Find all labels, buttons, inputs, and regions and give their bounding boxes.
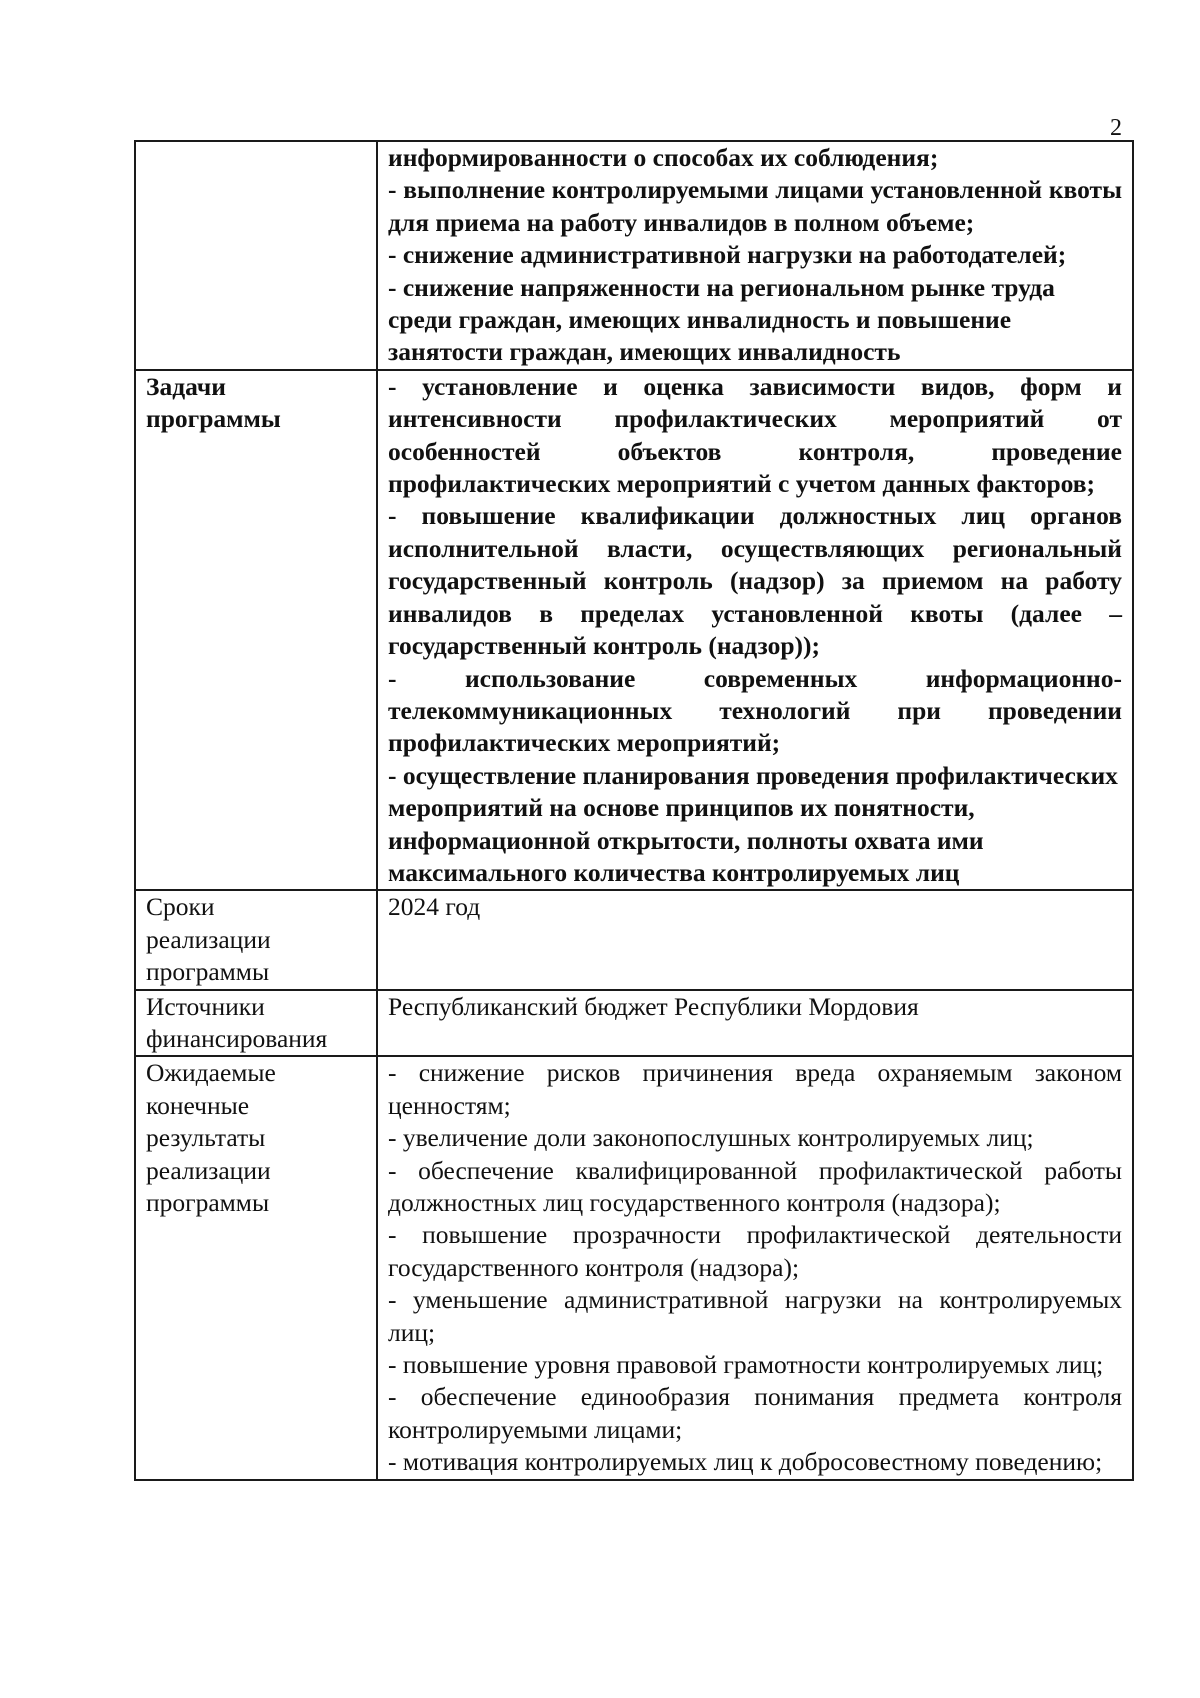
row-value-paragraph: - использование современных информационно-телекоммуникационных технологий при проведении профилактических мероприятий; [388, 663, 1122, 758]
row-label-cell [135, 890, 377, 989]
page-number: 2 [1110, 115, 1122, 141]
row-label-line: программы [146, 404, 281, 434]
row-value-paragraph: - повышение квалификации должностных лиц органов исполнительной власти, осуществляющих региональный государственный контроль (надзор) за приемом на работу инвалидов в пределах установленной квоты (далее – государственный контроль (надзор)); [388, 501, 1122, 661]
table-row [135, 890, 1133, 989]
row-label-line: Источники [146, 991, 265, 1021]
row-label-line: конечные [146, 1090, 250, 1120]
row-label-cell [135, 1056, 377, 1479]
row-label-line: Сроки [146, 892, 215, 922]
table-row [135, 990, 1133, 1057]
row-value-cell [377, 890, 1133, 989]
row-label-cell [135, 370, 377, 891]
table-row [135, 1056, 1133, 1479]
row-value-paragraph: - осуществление планирования проведения профилактических мероприятий на основе принципов их понятности, информационной открытости, полноты охвата ими максимального количества контролируемых лиц [388, 760, 1118, 887]
row-value-paragraph: 2024 год [388, 892, 481, 922]
row-label-line: реализации [146, 1155, 271, 1185]
row-label-line: результаты [146, 1123, 266, 1153]
row-value-paragraph: - снижение административной нагрузки на работодателей; [388, 240, 1067, 270]
row-label-line: финансирования [146, 1023, 328, 1053]
row-value-paragraph: информированности о способах их соблюдения; [388, 143, 939, 172]
row-value-paragraph: - снижение рисков причинения вреда охраняемым законом ценностям; [388, 1058, 1122, 1120]
row-value-paragraph: - обеспечение квалифицированной профилактической работы должностных лиц государственного контроля (надзора); [388, 1155, 1122, 1217]
row-label-line: программы [146, 1188, 270, 1217]
row-value-cell [377, 990, 1133, 1057]
row-value-paragraph: - снижение напряженности на региональном рынке труда среди граждан, имеющих инвалидность и повышение занятости граждан, имеющих инвалидность [388, 272, 1055, 367]
row-value-paragraph: - повышение прозрачности профилактической деятельности государственного контроля (надзора); [388, 1220, 1122, 1282]
table-row [135, 141, 1133, 370]
row-value-paragraph: - повышение уровня правовой грамотности контролируемых лиц; [388, 1350, 1104, 1380]
row-label-line: реализации [146, 924, 271, 954]
row-label-line: программы [146, 957, 270, 987]
row-value-paragraph: - выполнение контролируемыми лицами установленной квоты для приема на работу инвалидов в полном объеме; [388, 175, 1122, 237]
row-label-line: Ожидаемые [146, 1058, 276, 1088]
row-value-paragraph: - уменьшение административной нагрузки на контролируемых лиц; [388, 1285, 1122, 1347]
row-value-cell [377, 1056, 1133, 1479]
program-passport-table [134, 140, 1134, 1481]
row-label-line: Задачи [146, 371, 226, 401]
row-value-paragraph: - мотивация контролируемых лиц к добросовестному поведению; [388, 1447, 1103, 1477]
row-value-paragraph: Республиканский бюджет Республики Мордовия [388, 991, 919, 1021]
row-value-cell [377, 141, 1133, 370]
row-value-paragraph: - обеспечение единообразия понимания предмета контроля контролируемыми лицами; [388, 1382, 1122, 1444]
row-label-cell [135, 141, 377, 370]
row-value-paragraph: - установление и оценка зависимости видов, форм и интенсивности профилактических мероприятий от особенностей объектов контроля, проведение профилактических мероприятий с учетом данных факторов; [388, 371, 1122, 499]
table-body [135, 141, 1133, 1480]
table-row [135, 370, 1133, 891]
row-value-paragraph: - увеличение доли законопослушных контролируемых лиц; [388, 1123, 1034, 1153]
row-label-cell [135, 990, 377, 1057]
row-value-cell [377, 370, 1133, 891]
